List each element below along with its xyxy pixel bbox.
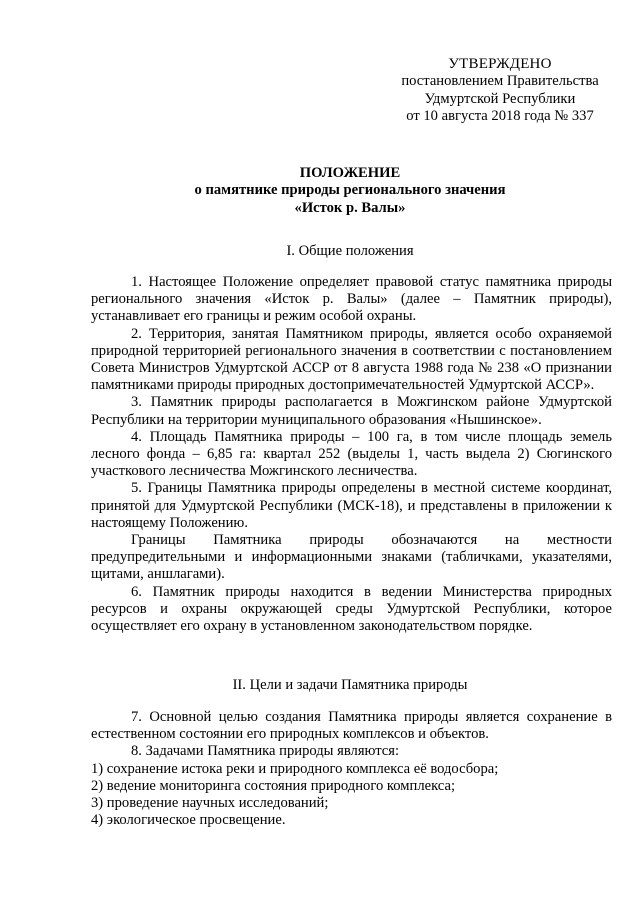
approval-line-1: постановлением Правительства bbox=[401, 73, 599, 90]
paragraph-5-boundaries: Границы Памятника природы обозначаются на местности предупредительными и информационными знаками (табличками, указателями, щитами, аншлагами). bbox=[91, 532, 612, 583]
paragraph-2: 2. Территория, занятая Памятником природы, является особо охраняемой природной территорией регионального значения в соответствии с постановлением Совета Министров Удмуртской АССР от 8 августа 1988 года № 238 «О признании памятниками природы природных достопримечательностей Удмуртской АССР». bbox=[91, 325, 612, 394]
paragraph-8: 8. Задачами Памятника природы являются: bbox=[131, 743, 400, 760]
paragraph-1: 1. Настоящее Положение определяет правовой статус памятника природы регионального значения «Исток р. Валы» (далее – Памятник природы), устанавливает его границы и режим особой охраны. bbox=[91, 274, 612, 325]
approval-line-2: Удмуртской Республики bbox=[424, 90, 576, 107]
task-item-3: 3) проведение научных исследований; bbox=[91, 795, 329, 812]
document-title-line-2: о памятнике природы регионального значения bbox=[194, 182, 506, 199]
paragraph-4: 4. Площадь Памятника природы – 100 га, в том числе площадь земель лесного фонда – 6,85 га: квартал 252 (выделы 1, часть выдела 2) Сюгинского участкового лесничества Можгинского лесничества. bbox=[91, 428, 612, 480]
section-2-heading: II. Цели и задачи Памятника природы bbox=[232, 677, 468, 693]
approval-line-3: от 10 августа 2018 года № 337 bbox=[406, 108, 594, 125]
paragraph-6: 6. Памятник природы находится в ведении Министерства природных ресурсов и охраны окружающей среды Удмуртской Республики, которое осуществляет его охрану в установленном законодательством порядке. bbox=[91, 583, 612, 635]
document-title-line-1: ПОЛОЖЕНИЕ bbox=[299, 165, 401, 181]
section-2-body bbox=[91, 709, 612, 829]
paragraph-5: 5. Границы Памятника природы определены в местной системе координат, принятой для Удмуртской Республики (МСК-18), и представлены в приложении к настоящему Положению. bbox=[91, 480, 612, 531]
section-1-heading: I. Общие положения bbox=[286, 243, 414, 259]
approval-heading: УТВЕРЖДЕНО bbox=[448, 56, 552, 72]
document-title bbox=[60, 165, 640, 217]
paragraph-3: 3. Памятник природы располагается в Можгинском районе Удмуртской Республики на территории муниципального образования «Нышинское». bbox=[91, 394, 612, 428]
approval-stamp bbox=[390, 56, 610, 126]
task-item-1: 1) сохранение истока реки и природного комплекса её водосбора; bbox=[91, 760, 499, 777]
task-item-4: 4) экологическое просвещение. bbox=[91, 812, 286, 829]
task-item-2: 2) ведение мониторинга состояния природного комплекса; bbox=[91, 777, 455, 794]
section-1-body bbox=[91, 274, 612, 635]
paragraph-7: 7. Основной целью создания Памятника природы является сохранение в естественном состоянии его природных комплексов и объектов. bbox=[91, 709, 612, 743]
document-title-line-3: «Исток р. Валы» bbox=[294, 199, 406, 216]
